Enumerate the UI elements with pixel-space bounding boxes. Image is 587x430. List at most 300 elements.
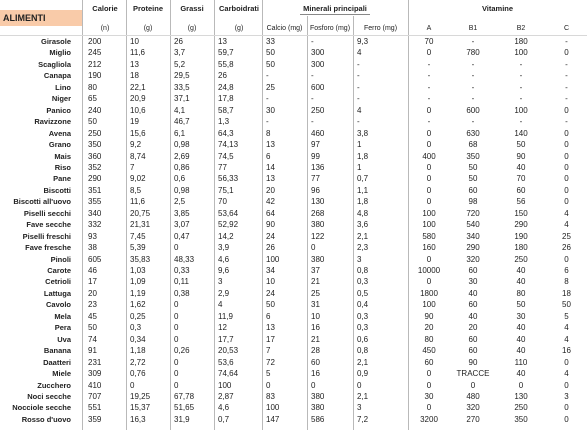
row-value-cell: - [427, 82, 431, 92]
row-value-cell: 160 [422, 243, 436, 253]
row-value-cell: 50 [468, 162, 478, 172]
row-value-cell: 0,6 [357, 334, 369, 344]
column-divider [126, 0, 127, 430]
row-value-cell: 122 [311, 231, 325, 241]
row-value-cell: 75,1 [218, 185, 234, 195]
row-value-cell: - [357, 82, 360, 92]
row-value-cell: 0 [426, 197, 432, 207]
row-value-cell: 380 [311, 391, 325, 401]
row-value-cell: 3,85 [174, 208, 190, 218]
row-value-cell: 9,02 [130, 174, 146, 184]
row-value-cell: 190 [514, 231, 528, 241]
row-value-cell: - [471, 117, 475, 127]
row-value-cell: TRACCE [456, 369, 490, 379]
row-value-cell: 20 [88, 288, 97, 298]
row-value-cell: 98 [468, 197, 478, 207]
row-value-cell: 2,69 [174, 151, 190, 161]
row-value-cell: 24,8 [218, 82, 234, 92]
row-food-name: Cetrioli [45, 277, 71, 287]
row-value-cell: 72 [266, 357, 275, 367]
row-food-name: Pane [53, 174, 71, 184]
row-value-cell: 40 [468, 288, 478, 298]
row-value-cell: 9,6 [218, 266, 230, 275]
row-value-cell: 5 [564, 311, 569, 321]
row-value-cell: 140 [514, 128, 528, 138]
row-value-cell: 1,3 [218, 117, 230, 127]
column-divider [307, 16, 308, 430]
row-value-cell: 83 [266, 391, 275, 401]
row-value-cell: 231 [88, 357, 102, 367]
row-value-cell: 1,09 [130, 277, 146, 287]
row-value-cell: 20 [468, 323, 478, 333]
row-value-cell: 0 [426, 48, 432, 58]
header-proteine: Proteine [132, 4, 163, 13]
row-value-cell: 410 [88, 380, 102, 390]
row-value-cell: 6 [266, 151, 271, 161]
row-value-cell: 0 [564, 380, 569, 390]
row-value-cell: 9,2 [130, 140, 142, 150]
row-value-cell: 100 [266, 403, 280, 413]
row-value-cell: 707 [88, 391, 102, 401]
row-value-cell: 0 [564, 403, 569, 413]
row-food-name: Zucchero [37, 380, 71, 390]
row-value-cell: 720 [466, 208, 480, 218]
row-value-cell: 18 [562, 288, 571, 298]
row-value-cell: 60 [468, 346, 478, 356]
header-unit-proteine: (g) [143, 25, 153, 32]
row-value-cell: 4,1 [174, 105, 186, 115]
row-value-cell: 9,3 [357, 37, 369, 46]
row-value-cell: 17,7 [218, 334, 234, 344]
row-value-cell: 605 [88, 254, 102, 264]
row-value-cell: 3,7 [174, 48, 186, 58]
row-food-name: Panico [46, 105, 71, 115]
row-value-cell: 2,1 [357, 231, 369, 241]
row-value-cell: 2,72 [130, 357, 146, 367]
row-value-cell: 0 [426, 140, 432, 150]
row-food-name: Lino [55, 82, 71, 92]
row-value-cell: 4,6 [218, 254, 230, 264]
row-value-cell: 30 [468, 277, 478, 287]
row-value-cell: 15,6 [130, 128, 146, 138]
row-value-cell: 0,3 [357, 277, 369, 287]
row-value-cell: 90 [266, 220, 275, 230]
row-value-cell: 50 [88, 323, 97, 333]
row-value-cell: 90 [468, 357, 478, 367]
row-value-cell: 18 [130, 71, 139, 81]
header-unit-carboidrati: (g) [234, 25, 244, 32]
row-value-cell: 12 [218, 323, 227, 333]
row-value-cell: 180 [514, 243, 528, 253]
row-value-cell: 45 [88, 311, 97, 321]
row-value-cell: 4 [564, 369, 569, 379]
row-value-cell: 3,8 [357, 128, 369, 138]
row-value-cell: 50 [516, 140, 526, 150]
row-value-cell: 13 [266, 174, 275, 184]
row-value-cell: 34 [266, 266, 275, 275]
row-value-cell: 77 [311, 174, 320, 184]
row-value-cell: 0 [564, 162, 569, 172]
row-value-cell: 31 [311, 300, 320, 310]
row-value-cell: 15,37 [130, 403, 151, 413]
row-value-cell: 0 [311, 243, 316, 253]
row-value-cell: 40 [516, 162, 526, 172]
row-value-cell: 0,98 [174, 140, 190, 150]
row-value-cell: 0,25 [130, 311, 146, 321]
row-food-name: Banana [43, 346, 71, 356]
row-value-cell: 93 [88, 231, 97, 241]
row-food-name: Noci secche [27, 391, 71, 401]
row-value-cell: 350 [514, 414, 528, 424]
row-value-cell: 60 [311, 357, 320, 367]
row-value-cell: 0 [564, 128, 569, 138]
row-value-cell: 4 [564, 208, 569, 218]
row-value-cell: 20,9 [130, 94, 146, 104]
row-value-cell: 26 [562, 243, 571, 253]
row-value-cell: - [519, 82, 523, 92]
row-value-cell: 7 [130, 162, 135, 172]
row-value-cell: - [565, 82, 568, 92]
row-value-cell: 0,33 [174, 266, 190, 275]
row-value-cell: 50 [266, 300, 275, 310]
row-value-cell: - [565, 37, 568, 46]
row-value-cell: 0 [564, 185, 569, 195]
column-divider [82, 0, 83, 430]
row-value-cell: 0 [426, 105, 432, 115]
row-value-cell: 1 [357, 140, 362, 150]
row-value-cell: 74,5 [218, 151, 234, 161]
row-value-cell: 0 [426, 369, 432, 379]
row-value-cell: 0 [174, 334, 179, 344]
row-value-cell: 0 [470, 380, 476, 390]
row-value-cell: 0 [564, 151, 569, 161]
row-value-cell: 4 [357, 48, 362, 58]
row-value-cell: 351 [88, 185, 102, 195]
row-value-cell: - [266, 117, 269, 127]
row-food-name: Miele [52, 369, 71, 379]
row-value-cell: 99 [311, 151, 320, 161]
header-divider [0, 35, 587, 36]
row-value-cell: 2,3 [357, 243, 369, 253]
row-value-cell: 50 [266, 48, 275, 58]
row-value-cell: 6 [564, 266, 569, 275]
row-value-cell: 40 [516, 323, 526, 333]
row-value-cell: 8,74 [130, 151, 146, 161]
row-value-cell: 1,8 [357, 151, 369, 161]
row-value-cell: 13 [130, 59, 139, 69]
row-value-cell: 100 [514, 48, 528, 58]
row-value-cell: 10000 [417, 266, 441, 275]
row-value-cell: 16 [311, 323, 320, 333]
row-value-cell: 70 [516, 174, 526, 184]
row-value-cell: 240 [88, 105, 102, 115]
row-value-cell: 360 [88, 151, 102, 161]
row-value-cell: 0 [564, 254, 569, 264]
row-value-cell: 4,8 [357, 208, 369, 218]
row-value-cell: 2,1 [357, 357, 369, 367]
row-value-cell: 53,64 [218, 208, 239, 218]
row-value-cell: 0,8 [357, 266, 369, 275]
row-value-cell: - [311, 94, 314, 104]
row-value-cell: 0,38 [174, 288, 190, 298]
row-value-cell: 0,5 [357, 288, 369, 298]
column-divider [408, 0, 409, 430]
row-value-cell: 13 [266, 323, 275, 333]
row-value-cell: 5,39 [130, 243, 146, 253]
row-value-cell: 80 [424, 334, 434, 344]
row-value-cell: 2,87 [218, 391, 234, 401]
row-value-cell: 0 [174, 357, 179, 367]
row-value-cell: 40 [516, 266, 526, 275]
row-value-cell: 0,11 [174, 277, 189, 287]
row-value-cell: 780 [466, 48, 480, 58]
row-value-cell: 50 [88, 117, 97, 127]
row-food-name: Canapa [43, 71, 71, 81]
row-value-cell: 30 [266, 105, 275, 115]
row-value-cell: 380 [311, 403, 325, 413]
column-divider [214, 0, 215, 430]
row-value-cell: 200 [88, 37, 102, 46]
row-value-cell: 7,45 [130, 231, 146, 241]
row-value-cell: - [471, 37, 475, 46]
header-fosforo: Fosforo (mg) [309, 25, 351, 32]
row-value-cell: 586 [311, 414, 325, 424]
row-value-cell: 0 [426, 162, 432, 172]
row-food-name: Fave secche [26, 220, 71, 230]
header-calcio: Calcio (mg) [266, 25, 303, 32]
row-value-cell: 35,83 [130, 254, 151, 264]
row-value-cell: 70 [218, 197, 227, 207]
row-value-cell: 80 [88, 82, 97, 92]
row-value-cell: 90 [424, 311, 434, 321]
row-value-cell: 3,07 [174, 220, 190, 230]
row-value-cell: 60 [468, 185, 478, 195]
row-value-cell: 0 [130, 380, 135, 390]
row-value-cell: 17 [88, 277, 97, 287]
row-value-cell: 1800 [420, 288, 438, 298]
row-value-cell: 0 [426, 254, 432, 264]
row-value-cell: 0,8 [357, 346, 369, 356]
row-value-cell: 0,4 [357, 300, 369, 310]
row-food-name: Girasole [40, 37, 71, 46]
row-value-cell: 250 [514, 254, 528, 264]
row-food-name: Piselli freschi [22, 231, 71, 241]
row-value-cell: 14,2 [218, 231, 234, 241]
row-value-cell: 0,7 [218, 414, 230, 424]
row-value-cell: 100 [422, 220, 436, 230]
row-value-cell: - [565, 117, 568, 127]
row-value-cell: 16,3 [130, 414, 146, 424]
row-value-cell: 55,8 [218, 59, 234, 69]
row-value-cell: - [519, 117, 523, 127]
row-value-cell: 268 [311, 208, 325, 218]
row-value-cell: - [519, 94, 523, 104]
row-value-cell: 25 [266, 82, 275, 92]
row-value-cell: 17 [266, 334, 275, 344]
row-value-cell: 0 [266, 380, 271, 390]
row-value-cell: 25 [311, 288, 320, 298]
row-value-cell: 1,62 [130, 300, 146, 310]
row-value-cell: 100 [422, 300, 436, 310]
row-value-cell: 0 [564, 357, 569, 367]
row-value-cell: 40 [516, 277, 526, 287]
row-value-cell: 0 [174, 300, 179, 310]
row-food-name: Mela [54, 311, 71, 321]
row-value-cell: - [357, 71, 360, 81]
header-vit-b2: B2 [516, 25, 526, 32]
row-value-cell: 460 [311, 128, 325, 138]
row-food-name: Biscotti [43, 185, 71, 195]
row-value-cell: 0 [174, 369, 179, 379]
row-value-cell: 14 [266, 162, 275, 172]
row-value-cell: 20 [266, 185, 275, 195]
row-value-cell: - [266, 94, 269, 104]
row-value-cell: 400 [422, 151, 436, 161]
row-value-cell: 11,6 [130, 197, 145, 207]
row-value-cell: 60 [468, 300, 478, 310]
row-value-cell: 100 [422, 208, 436, 218]
row-value-cell: 50 [468, 174, 478, 184]
row-value-cell: 2,5 [174, 197, 186, 207]
row-value-cell: 450 [422, 346, 436, 356]
row-value-cell: 50 [266, 59, 275, 69]
row-value-cell: 64 [266, 208, 275, 218]
row-value-cell: 355 [88, 197, 102, 207]
row-value-cell: - [311, 117, 314, 127]
row-value-cell: - [311, 71, 314, 81]
row-value-cell: 0,3 [130, 323, 142, 333]
row-value-cell: - [311, 37, 314, 46]
row-value-cell: - [427, 71, 431, 81]
row-food-name: Ravizzone [34, 117, 71, 127]
row-value-cell: 0 [311, 380, 316, 390]
row-food-name: Grano [48, 140, 71, 150]
row-value-cell: 0 [174, 380, 179, 390]
row-value-cell: 1,19 [130, 288, 146, 298]
row-value-cell: 600 [311, 82, 325, 92]
column-divider [262, 0, 263, 430]
row-value-cell: - [427, 94, 431, 104]
row-value-cell: 100 [514, 105, 528, 115]
row-value-cell: 74,13 [218, 140, 239, 150]
row-food-name: Scagliola [38, 59, 71, 69]
row-value-cell: 309 [88, 369, 102, 379]
row-value-cell: 300 [311, 59, 325, 69]
row-value-cell: 4 [564, 334, 569, 344]
row-value-cell: 0 [564, 174, 569, 184]
row-value-cell: - [427, 59, 431, 69]
row-value-cell: 136 [311, 162, 325, 172]
row-value-cell: 37,1 [174, 94, 190, 104]
row-value-cell: 1,8 [357, 197, 369, 207]
row-value-cell: 4,6 [218, 403, 230, 413]
row-value-cell: 0,26 [174, 346, 190, 356]
row-value-cell: - [427, 117, 431, 127]
row-value-cell: 7,2 [357, 414, 369, 424]
row-value-cell: 59,7 [218, 48, 234, 58]
row-value-cell: 290 [514, 220, 528, 230]
row-value-cell: - [266, 71, 269, 81]
row-value-cell: 10 [130, 37, 139, 46]
row-value-cell: 300 [311, 48, 325, 58]
row-value-cell: 0,86 [174, 162, 190, 172]
row-value-cell: 50 [562, 300, 571, 310]
row-value-cell: 3 [218, 277, 223, 287]
row-value-cell: 4 [564, 323, 569, 333]
row-food-name: Piselli secchi [23, 208, 71, 218]
row-value-cell: 340 [88, 208, 102, 218]
row-value-cell: 7 [266, 346, 271, 356]
row-value-cell: 551 [88, 403, 102, 413]
row-value-cell: 0 [426, 128, 432, 138]
row-value-cell: 29,5 [174, 71, 190, 81]
header-vit-c: C [563, 25, 570, 32]
row-value-cell: 3,6 [357, 220, 369, 230]
row-value-cell: 1,1 [357, 185, 369, 195]
row-value-cell: 100 [266, 254, 280, 264]
row-value-cell: 58,7 [218, 105, 234, 115]
row-value-cell: 10,6 [130, 105, 146, 115]
row-value-cell: 53,6 [218, 357, 234, 367]
row-food-name: Fave fresche [25, 243, 71, 253]
row-value-cell: 0,3 [357, 311, 369, 321]
row-value-cell: 0 [426, 380, 432, 390]
row-value-cell: 150 [514, 208, 528, 218]
row-value-cell: 16 [562, 346, 571, 356]
row-value-cell: 91 [88, 346, 97, 356]
row-value-cell: 0 [564, 105, 569, 115]
row-value-cell: 4 [564, 220, 569, 230]
row-value-cell: 60 [516, 185, 526, 195]
row-value-cell: 24 [266, 231, 275, 241]
row-value-cell: - [471, 94, 475, 104]
row-value-cell: 28 [311, 346, 320, 356]
row-value-cell: 68 [468, 140, 478, 150]
row-value-cell: 97 [311, 140, 320, 150]
header-minerali: Minerali principali [303, 4, 367, 13]
column-divider [170, 0, 171, 430]
row-value-cell: 20,53 [218, 346, 239, 356]
row-value-cell: 42 [266, 197, 275, 207]
row-value-cell: 19 [130, 117, 139, 127]
row-value-cell: - [519, 59, 523, 69]
row-value-cell: 10 [266, 277, 275, 287]
row-value-cell: 3200 [420, 414, 438, 424]
row-value-cell: 290 [466, 243, 480, 253]
row-value-cell: 0 [564, 140, 569, 150]
row-value-cell: 40 [516, 334, 526, 344]
row-value-cell: 600 [466, 105, 480, 115]
row-value-cell: 480 [466, 391, 480, 401]
row-value-cell: 6,1 [174, 128, 186, 138]
row-value-cell: - [565, 71, 568, 81]
row-food-name: Mais [54, 151, 71, 161]
row-value-cell: 16 [311, 369, 320, 379]
row-value-cell: 250 [311, 105, 325, 115]
row-value-cell: 320 [466, 254, 480, 264]
row-value-cell: 40 [516, 369, 526, 379]
row-value-cell: 3 [357, 254, 362, 264]
row-value-cell: 40 [468, 311, 478, 321]
row-value-cell: 46,7 [174, 117, 190, 127]
row-value-cell: 0,34 [130, 334, 146, 344]
header-unit-grassi: (g) [187, 25, 197, 32]
row-value-cell: 13 [266, 140, 275, 150]
row-food-name: Miglio [49, 48, 71, 58]
row-food-name: Avena [48, 128, 71, 138]
row-food-name: Cavolo [45, 300, 71, 310]
row-value-cell: 23 [88, 300, 97, 310]
